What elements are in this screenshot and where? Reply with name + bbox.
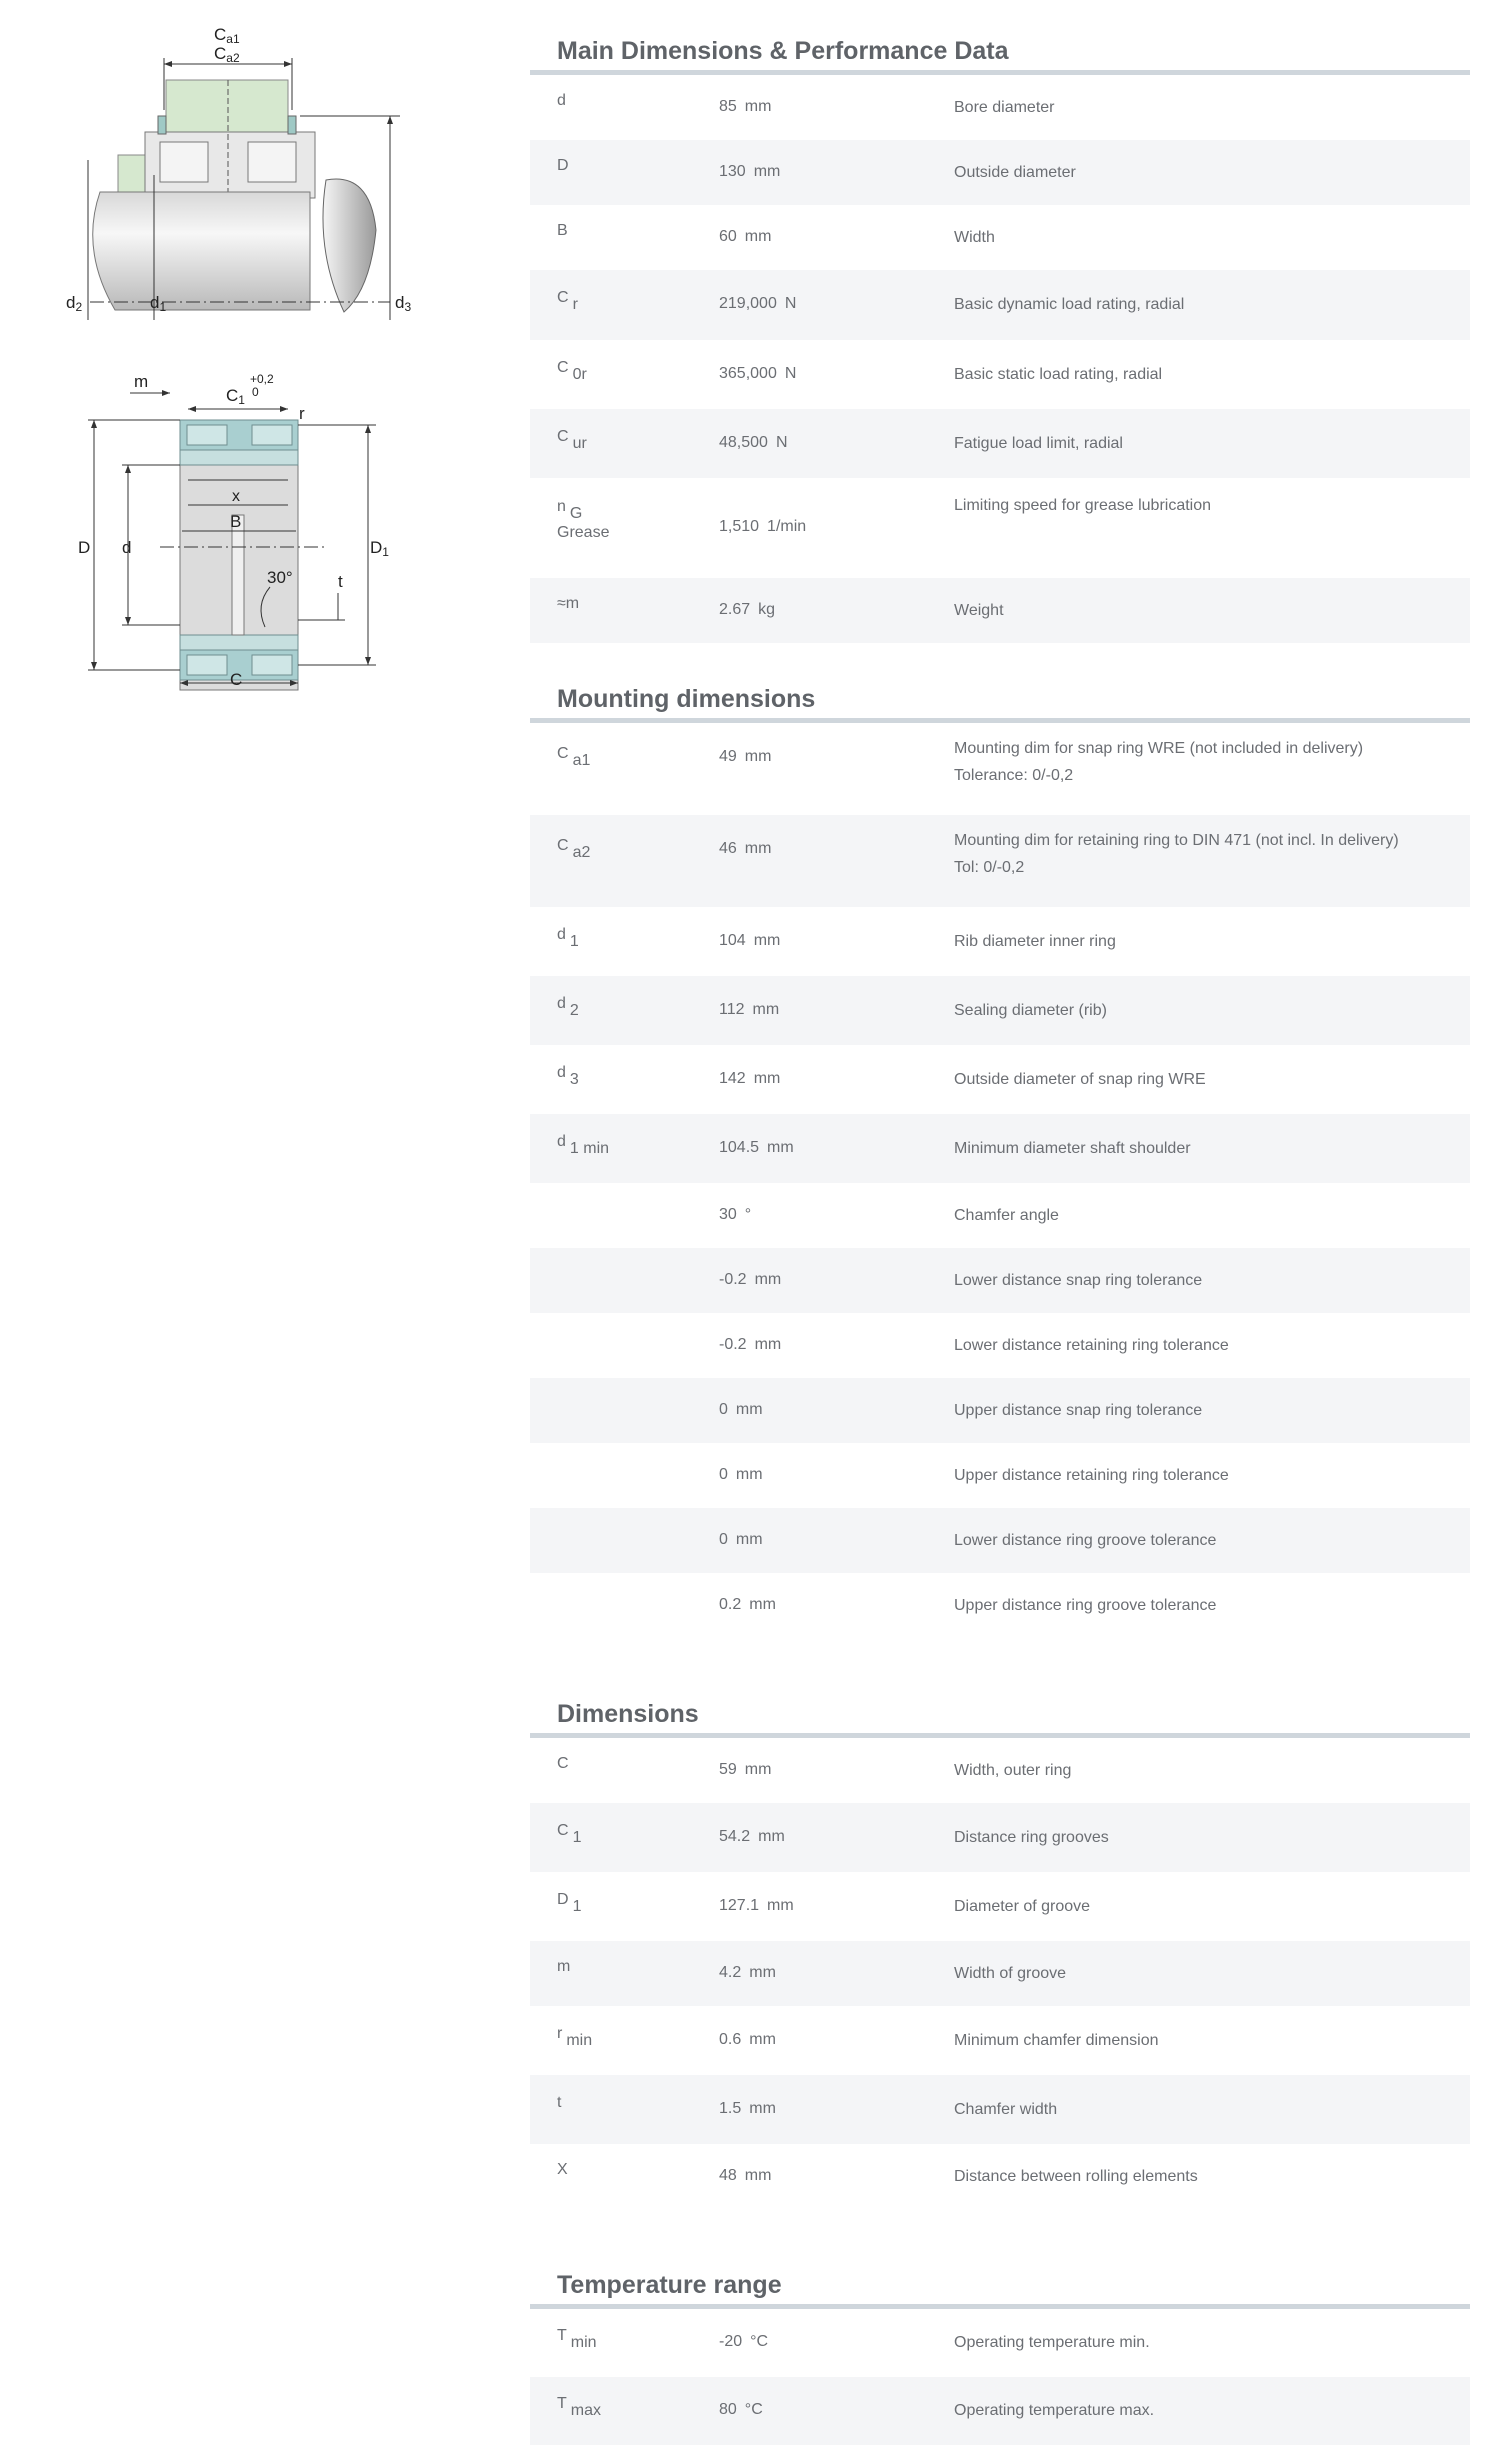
row-value <box>719 1206 751 1224</box>
row-symbol <box>557 837 591 861</box>
value-number: 48 <box>719 2166 737 2184</box>
value-number: 219,000 <box>719 295 777 312</box>
table-row <box>530 478 1470 578</box>
row-value <box>719 601 775 619</box>
value-unit: ° <box>744 1205 752 1223</box>
row-value <box>719 1761 771 1779</box>
label-tol-upper: +0,2 <box>250 372 274 386</box>
row-description: Operating temperature min. <box>954 2334 1150 2351</box>
row-description: Diameter of groove <box>954 1897 1091 1915</box>
table-row <box>530 1738 1470 1803</box>
rows-mounting <box>530 723 1470 1638</box>
row-value <box>719 98 771 116</box>
symbol-subscript: min <box>566 2031 593 2049</box>
row-value <box>719 1271 781 1289</box>
section-title-main: Main Dimensions & Performance Data <box>557 37 1009 65</box>
row-symbol <box>557 1063 579 1088</box>
table-row <box>530 140 1470 205</box>
row-description: Distance between rolling elements <box>954 2167 1198 2185</box>
value-unit: mm <box>767 1138 794 1156</box>
row-value <box>719 2401 763 2419</box>
row-value <box>719 2333 768 2351</box>
row-description: Upper distance snap ring tolerance <box>954 1401 1203 1419</box>
value-unit: mm <box>749 1595 776 1613</box>
row-value <box>719 1964 776 1982</box>
symbol-main: T <box>557 2327 567 2344</box>
row-description: Upper distance retaining ring tolerance <box>954 1466 1229 1484</box>
symbol-main: d <box>557 91 566 109</box>
value-number: 0 <box>719 1400 728 1418</box>
value-unit: mm <box>767 1896 794 1914</box>
row-description: Limiting speed for grease lubrication <box>954 497 1212 514</box>
value-number: 0.6 <box>719 2030 742 2048</box>
symbol-subscript: max <box>570 2402 602 2419</box>
row-symbol <box>557 222 568 240</box>
value-unit: mm <box>753 162 781 180</box>
value-unit: N <box>784 364 797 382</box>
row-description: Distance ring grooves <box>954 1828 1109 1846</box>
table-row <box>530 409 1470 478</box>
symbol-main: t <box>557 2093 562 2111</box>
value-unit: mm <box>744 840 772 857</box>
row-symbol <box>557 595 579 613</box>
row-description: Minimum chamfer dimension <box>954 2031 1159 2049</box>
row-symbol <box>557 994 579 1019</box>
section-main <box>530 32 1470 643</box>
section-mounting <box>530 680 1470 1638</box>
symbol-subscript: a1 <box>572 752 591 769</box>
symbol-subscript: 1 <box>572 1828 582 1846</box>
row-value <box>719 228 771 246</box>
rows-temperature <box>530 2309 1470 2445</box>
value-unit: mm <box>754 1335 782 1353</box>
row-symbol <box>557 2094 561 2112</box>
row-symbol <box>557 289 578 313</box>
row-description: Sealing diameter (rib) <box>954 1001 1107 1019</box>
value-unit: kg <box>758 600 776 618</box>
section-title-temperature: Temperature range <box>557 2271 782 2299</box>
row-symbol <box>557 745 591 769</box>
row-symbol <box>557 427 587 452</box>
symbol-main: T <box>557 2395 567 2412</box>
value-unit: N <box>784 295 797 312</box>
value-unit: mm <box>752 1000 780 1018</box>
value-number: -20 <box>719 2333 743 2350</box>
row-value <box>719 1531 763 1549</box>
row-value <box>719 163 780 181</box>
label-m: m <box>134 372 149 391</box>
row-symbol <box>557 2327 597 2351</box>
row-description: Width of groove <box>954 1964 1067 1982</box>
value-unit: mm <box>744 97 772 115</box>
row-symbol <box>557 1890 582 1915</box>
symbol-main: C <box>557 427 569 445</box>
value-number: 130 <box>719 162 746 180</box>
row-symbol <box>557 1132 610 1157</box>
row-description: Upper distance ring groove tolerance <box>954 1596 1217 1614</box>
symbol-subscript: 1 min <box>569 1139 610 1157</box>
symbol-main: d <box>557 925 566 943</box>
label-ca2: Ca2 <box>214 44 240 65</box>
symbol-main: d <box>557 1132 566 1150</box>
symbol-main: ≈m <box>557 594 580 612</box>
value-unit: mm <box>754 1270 782 1288</box>
mounting-drawing-svg <box>60 20 420 330</box>
table-row <box>530 1508 1470 1573</box>
row-value <box>719 748 771 766</box>
row-description: Outside diameter of snap ring WRE <box>954 1070 1206 1088</box>
value-unit: mm <box>735 1400 763 1418</box>
table-row <box>530 1183 1470 1248</box>
value-number: 85 <box>719 97 737 115</box>
symbol-main: r <box>557 2024 563 2042</box>
section-title-dimensions: Dimensions <box>557 1700 699 1728</box>
label-r: r <box>299 404 305 423</box>
mounting-drawing <box>60 20 420 335</box>
row-value <box>719 1466 763 1484</box>
symbol-main: n <box>557 498 566 515</box>
table-row <box>530 205 1470 270</box>
value-number: 142 <box>719 1069 746 1087</box>
symbol-line2: Grease <box>557 524 610 541</box>
value-unit: mm <box>744 2166 772 2184</box>
row-description: Mounting dim for retaining ring to DIN 471 (not incl. In delivery) Tol: 0/-0,2 <box>954 832 1399 876</box>
symbol-subscript: ur <box>572 434 587 452</box>
table-row <box>530 2075 1470 2144</box>
value-unit: mm <box>749 1963 776 1981</box>
label-d1: d1 <box>150 293 167 314</box>
table-row <box>530 723 1470 815</box>
symbol-main: B <box>557 221 568 239</box>
symbol-main: m <box>557 1957 571 1975</box>
row-value <box>719 1070 780 1088</box>
value-number: 30 <box>719 1205 737 1223</box>
table-row <box>530 1872 1470 1941</box>
table-row <box>530 2377 1470 2445</box>
value-number: 112 <box>719 1000 745 1018</box>
symbol-main: C <box>557 745 569 762</box>
row-value <box>719 1897 794 1915</box>
section-dimensions <box>530 1695 1470 2209</box>
value-unit: N <box>775 433 788 451</box>
row-description: Minimum diameter shaft shoulder <box>954 1139 1191 1157</box>
row-value <box>719 1596 776 1614</box>
label-d2: d2 <box>66 293 83 314</box>
row-description: Lower distance snap ring tolerance <box>954 1271 1203 1289</box>
label-D1: D1 <box>370 538 389 559</box>
value-unit: mm <box>744 227 772 245</box>
label-t: t <box>338 572 343 591</box>
table-row <box>530 1313 1470 1378</box>
value-unit: mm <box>744 748 772 765</box>
row-value <box>719 2167 771 2185</box>
row-description: Width <box>954 228 995 246</box>
symbol-subscript: r <box>572 296 578 313</box>
row-value <box>719 434 788 452</box>
row-symbol <box>557 157 569 175</box>
value-unit: mm <box>753 1069 781 1087</box>
row-value <box>719 1001 779 1019</box>
row-symbol <box>557 2161 568 2179</box>
row-description: Basic dynamic load rating, radial <box>954 296 1185 313</box>
row-description: Operating temperature max. <box>954 2402 1155 2419</box>
row-description: Bore diameter <box>954 98 1055 116</box>
table-row <box>530 2144 1470 2209</box>
symbol-main: d <box>557 994 566 1012</box>
row-symbol <box>557 1958 570 1976</box>
table-row <box>530 976 1470 1045</box>
table-row <box>530 1378 1470 1443</box>
table-row <box>530 1443 1470 1508</box>
symbol-main: C <box>557 837 569 854</box>
row-symbol <box>557 358 587 383</box>
row-symbol <box>557 92 566 110</box>
symbol-subscript: 3 <box>569 1070 579 1088</box>
value-unit: mm <box>758 1827 785 1845</box>
value-number: 2.67 <box>719 600 751 618</box>
section-temperature <box>530 2266 1470 2445</box>
row-description: Outside diameter <box>954 163 1076 181</box>
value-number: 54.2 <box>719 1827 751 1845</box>
table-row <box>530 1248 1470 1313</box>
row-description: Chamfer width <box>954 2100 1058 2118</box>
value-number: -0.2 <box>719 1270 747 1288</box>
value-number: 104.5 <box>719 1138 760 1156</box>
value-unit: mm <box>735 1530 763 1548</box>
label-d3: d3 <box>395 293 412 314</box>
row-description: Chamfer angle <box>954 1206 1059 1224</box>
section-title-mounting: Mounting dimensions <box>557 685 816 713</box>
value-unit: mm <box>749 2030 776 2048</box>
row-value <box>719 518 806 536</box>
symbol-subscript: 1 <box>569 932 579 950</box>
row-value <box>719 1401 763 1419</box>
table-row <box>530 1114 1470 1183</box>
value-number: 365,000 <box>719 364 777 382</box>
row-description: Lower distance ring groove tolerance <box>954 1531 1217 1549</box>
symbol-subscript: 1 <box>572 1897 582 1915</box>
row-value <box>719 932 780 950</box>
table-row <box>530 340 1470 409</box>
row-value <box>719 2100 776 2118</box>
rows-dimensions <box>530 1738 1470 2209</box>
row-description: Basic static load rating, radial <box>954 365 1163 383</box>
value-number: 127.1 <box>719 1896 760 1914</box>
table-row <box>530 1045 1470 1114</box>
value-unit: 1/min <box>767 518 807 535</box>
row-description: Width, outer ring <box>954 1761 1072 1779</box>
label-C: C <box>230 670 243 689</box>
row-symbol <box>557 2395 602 2419</box>
table-row <box>530 2309 1470 2377</box>
symbol-main: X <box>557 2160 568 2178</box>
row-value <box>719 2031 776 2049</box>
table-row <box>530 815 1470 907</box>
value-number: 60 <box>719 227 737 245</box>
value-number: 59 <box>719 1760 737 1778</box>
row-value <box>719 1139 794 1157</box>
symbol-main: D <box>557 1890 569 1908</box>
section-drawing <box>70 365 400 705</box>
value-unit: mm <box>735 1465 763 1483</box>
label-B: B <box>230 512 242 531</box>
value-number: 80 <box>719 2401 737 2418</box>
row-symbol <box>557 498 609 542</box>
row-symbol <box>557 2024 593 2049</box>
value-number: 0.2 <box>719 1595 742 1613</box>
table-row <box>530 1941 1470 2006</box>
rows-main <box>530 75 1470 643</box>
value-number: 49 <box>719 748 737 765</box>
symbol-subscript: min <box>570 2334 597 2351</box>
label-d: d <box>122 538 132 557</box>
symbol-subscript: G <box>569 505 583 522</box>
row-value <box>719 295 796 313</box>
table-row <box>530 75 1470 140</box>
symbol-main: C <box>557 289 569 306</box>
value-number: 1,510 <box>719 518 760 535</box>
row-value <box>719 840 771 858</box>
row-value <box>719 1336 781 1354</box>
row-symbol <box>557 925 579 950</box>
row-value <box>719 365 796 383</box>
row-symbol <box>557 1755 569 1773</box>
symbol-main: D <box>557 156 569 174</box>
symbol-subscript: 0r <box>572 365 587 383</box>
row-value <box>719 1828 785 1846</box>
symbol-main: d <box>557 1063 566 1081</box>
value-number: -0.2 <box>719 1335 747 1353</box>
symbol-main: C <box>557 1754 569 1772</box>
value-number: 0 <box>719 1530 728 1548</box>
symbol-main: C <box>557 1821 569 1839</box>
section-drawing-svg <box>70 365 400 700</box>
symbol-main: C <box>557 358 569 376</box>
row-description: Fatigue load limit, radial <box>954 434 1123 452</box>
table-row <box>530 2006 1470 2075</box>
value-unit: mm <box>753 931 781 949</box>
label-c1: C1 <box>226 386 245 407</box>
row-description: Weight <box>954 601 1004 619</box>
label-x: x <box>232 488 240 505</box>
value-unit: mm <box>744 1760 772 1778</box>
table-row <box>530 578 1470 643</box>
value-number: 46 <box>719 840 737 857</box>
table-row <box>530 270 1470 340</box>
value-number: 104 <box>719 931 746 949</box>
value-number: 4.2 <box>719 1963 742 1981</box>
value-unit: mm <box>749 2099 776 2117</box>
table-row <box>530 1803 1470 1872</box>
label-ca1: Ca1 <box>214 25 240 46</box>
table-row <box>530 1573 1470 1638</box>
label-D: D <box>78 538 91 557</box>
value-number: 1.5 <box>719 2099 742 2117</box>
label-angle: 30° <box>267 568 293 587</box>
value-unit: °C <box>744 2401 763 2418</box>
label-tol-lower: 0 <box>252 385 259 399</box>
row-description: Rib diameter inner ring <box>954 932 1116 950</box>
value-number: 0 <box>719 1465 728 1483</box>
value-number: 48,500 <box>719 433 768 451</box>
row-symbol <box>557 1821 582 1846</box>
row-description: Lower distance retaining ring tolerance <box>954 1336 1229 1354</box>
table-row <box>530 907 1470 976</box>
symbol-subscript: 2 <box>569 1001 579 1019</box>
value-unit: °C <box>750 2333 769 2350</box>
symbol-subscript: a2 <box>572 844 591 861</box>
row-description: Mounting dim for snap ring WRE (not included in delivery) Tolerance: 0/-0,2 <box>954 740 1364 784</box>
